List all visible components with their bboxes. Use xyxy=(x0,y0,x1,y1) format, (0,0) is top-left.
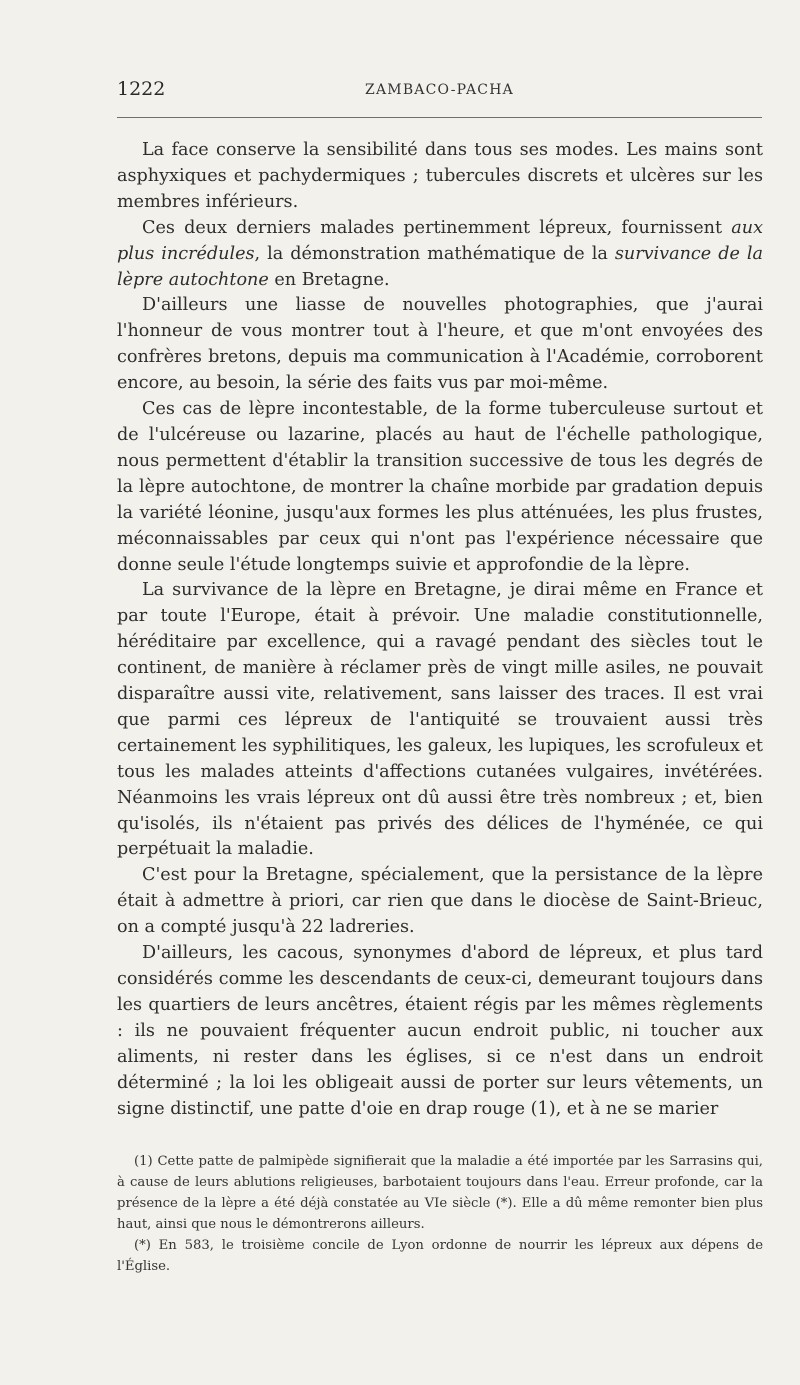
footnote: (1) Cette patte de palmipède signifierait que la maladie a été importée par les Sarrasins qui, à cause de leurs ablutions religieuses, barbotaient toujours dans l'eau. Erreur profonde, car la présence de la lèpre a été déjà constatée au VIe siècle (*). Elle a dû même remonter bien plus haut, ainsi que nous le démontrerons ailleurs. xyxy=(117,1154,763,1232)
paragraph xyxy=(117,397,763,578)
text-run: en Bretagne. xyxy=(268,269,390,290)
italic-run: survivance de la lèpre autochtone xyxy=(117,243,763,290)
page-number: 1222 xyxy=(117,78,166,100)
paragraph xyxy=(117,941,763,1122)
text-run: , la démonstration mathématique de la xyxy=(254,243,615,264)
paragraph xyxy=(117,293,763,397)
text-run: C'est pour la Bretagne, spécialement, que la persistance de la lèpre était à admettre à priori, car rien que dans le diocèse de Saint-Brieuc, on a compté jusqu'à 22 ladreries. xyxy=(117,865,763,938)
body-text xyxy=(117,138,763,1122)
paragraph xyxy=(117,578,763,863)
text-run: D'ailleurs, les cacous, synonymes d'abord de lépreux, et plus tard considérés comme les descendants de ceux-ci, demeurant toujours dans les quartiers de leurs ancêtres, étaient régis par les mêmes règlements : ils ne pouvaient fréquenter aucun endroit public, ni toucher aux aliments, ni rester dans les églises, si ce n'est dans un endroit déterminé ; la loi les obligeait aussi de porter sur leurs vêtements, un signe distinctif, une patte d'oie en drap rouge (1), et à ne se marier xyxy=(117,943,763,1119)
paragraph xyxy=(117,138,763,216)
page-header xyxy=(117,78,762,102)
footnotes xyxy=(117,1151,763,1277)
paragraph xyxy=(117,863,763,941)
text-run: Ces cas de lèpre incontestable, de la forme tuberculeuse surtout et de l'ulcéreuse ou lazarine, placés au haut de l'échelle pathologique, nous permettent d'établir la transition successive de tous les degrés de la lèpre autochtone, de montrer la chaîne morbide par gradation depuis la variété léonine, jusqu'aux formes les plus atténuées, les plus frustes, méconnaissables par ceux qui n'ont pas l'expérience nécessaire que donne seule l'étude longtemps suivie et approfondie de la lèpre. xyxy=(117,399,763,575)
italic-run: aux plus incrédules xyxy=(117,217,763,264)
running-head: ZAMBACO-PACHA xyxy=(365,82,514,98)
text-run: La survivance de la lèpre en Bretagne, je dirai même en France et par toute l'Europe, était à prévoir. Une maladie constitutionnelle, héréditaire par excellence, qui a ravagé pendant des siècles tout le continent, de manière à réclamer près de vingt mille asiles, ne pouvait disparaître aussi vite, relativement, sans laisser des traces. Il est vrai que parmi ces lépreux de l'antiquité se trouvaient aussi très certainement les syphilitiques, les galeux, les lupiques, les scrofuleux et tous les malades atteints d'affections cutanées vulgaires, invétérées. Néanmoins les vrais lépreux ont dû aussi être très nombreux ; et, bien qu'isolés, ils n'étaient pas privés des délices de l'hyménée, ce qui perpétuait la maladie. xyxy=(117,580,763,860)
text-run: Ces deux derniers malades pertinemment lépreux, fournissent xyxy=(142,217,732,238)
header-rule xyxy=(117,117,762,118)
footnote: (*) En 583, le troisième concile de Lyon ordonne de nourrir les lépreux aux dépens de l'Église. xyxy=(117,1238,763,1274)
paragraph xyxy=(117,216,763,294)
text-run: D'ailleurs une liasse de nouvelles photographies, que j'aurai l'honneur de vous montrer tout à l'heure, et que m'ont envoyées des confrères bretons, depuis ma communication à l'Académie, corroborent encore, au besoin, la série des faits vus par moi-même. xyxy=(117,295,763,394)
text-run: La face conserve la sensibilité dans tous ses modes. Les mains sont asphyxiques et pachydermiques ; tubercules discrets et ulcères sur les membres inférieurs. xyxy=(117,140,763,212)
